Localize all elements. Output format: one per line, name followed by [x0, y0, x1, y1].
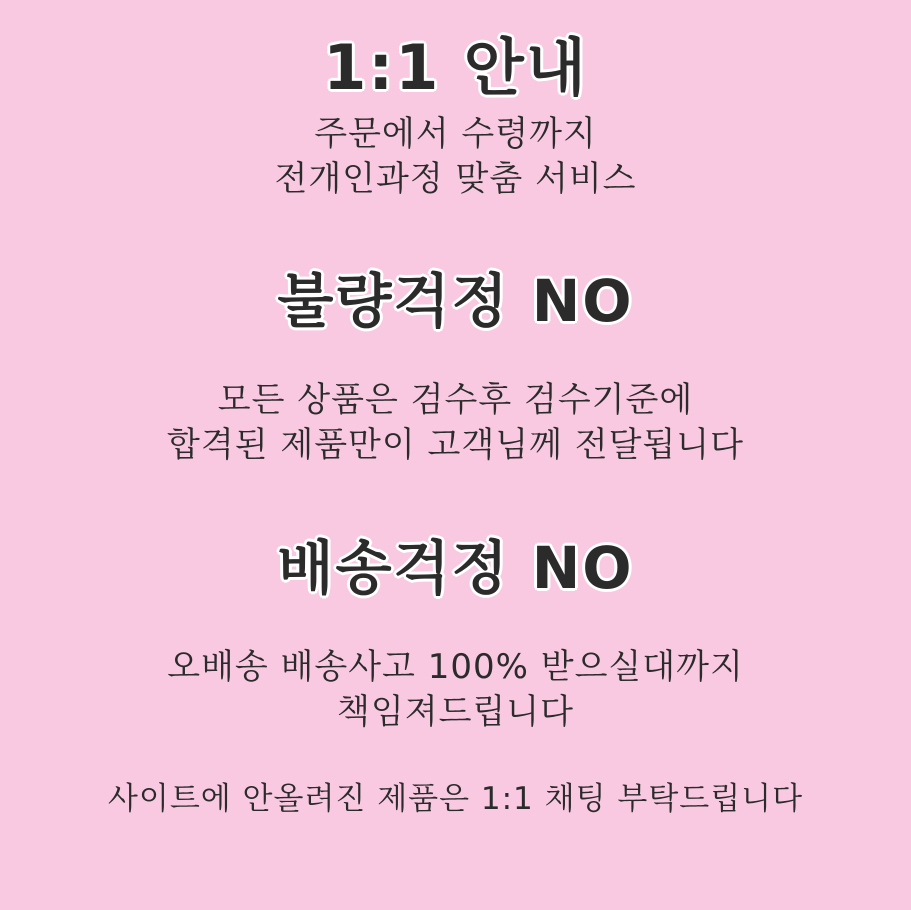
page-title: 1:1 안내 — [323, 31, 588, 104]
shipping-line-1: 오배송 배송사고 100% 받으실대까지 — [167, 647, 744, 688]
intro-line-1: 주문에서 수령까지 — [314, 114, 597, 155]
intro-text-block — [0, 112, 911, 202]
shipping-text-block — [0, 645, 911, 735]
section-heading-quality: 불량걱정 NO — [277, 266, 634, 335]
footer-note: 사이트에 안올려진 제품은 1:1 채팅 부탁드립니다 — [107, 781, 804, 818]
quality-line-2: 합격된 제품만이 고객님께 전달됩니다 — [167, 424, 744, 465]
quality-text-block — [0, 378, 911, 468]
section-heading-shipping: 배송걱정 NO — [277, 534, 634, 603]
shipping-line-2: 책임져드립니다 — [337, 692, 574, 733]
quality-line-1: 모든 상품은 검수후 검수기준에 — [217, 379, 694, 420]
intro-line-2: 전개인과정 맞춤 서비스 — [274, 159, 637, 200]
